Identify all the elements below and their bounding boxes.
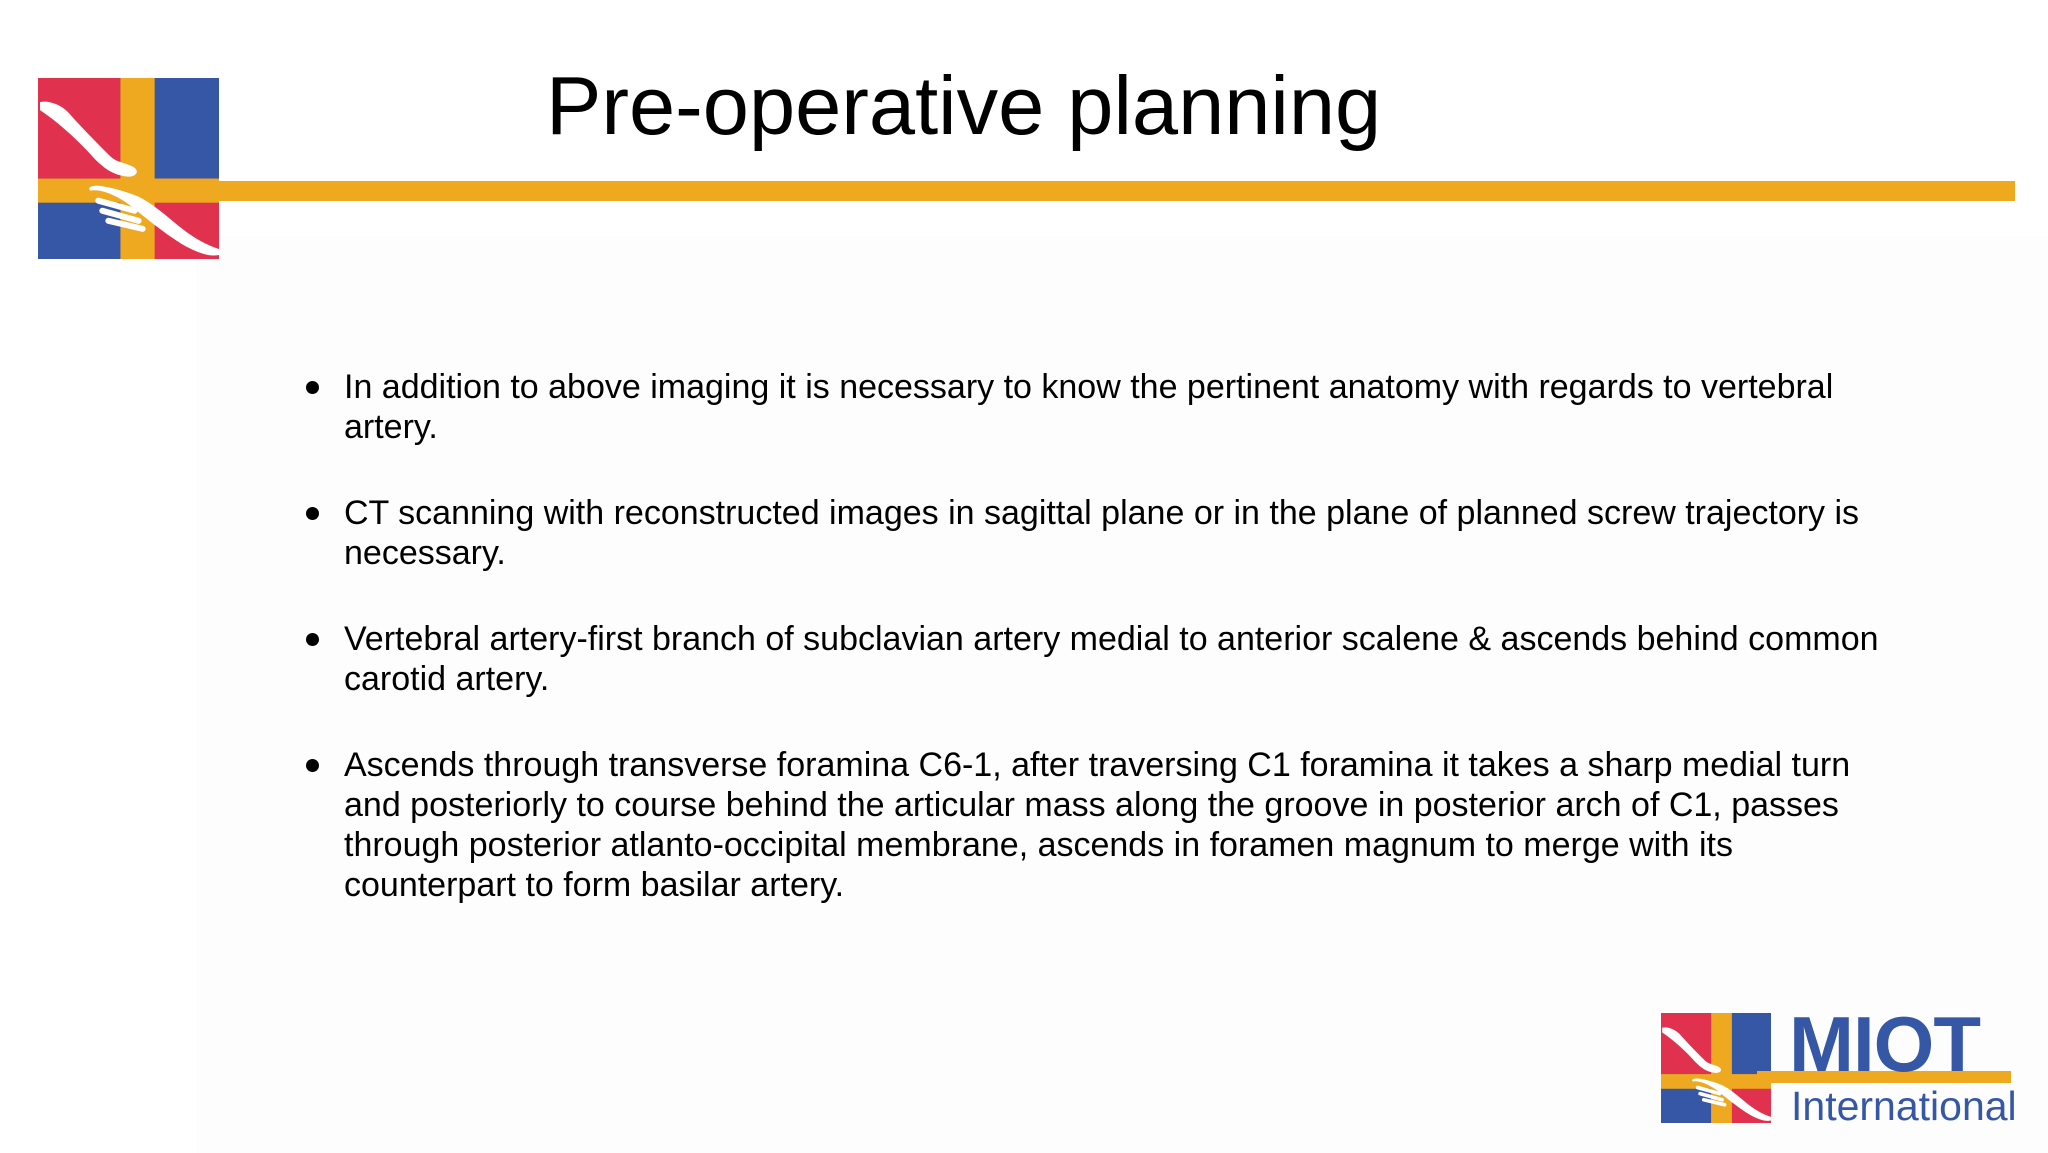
- bullet-list: [302, 367, 1902, 905]
- bullet-text: Vertebral artery-first branch of subclavian artery medial to anterior scalene & ascends behind common carotid artery.: [344, 620, 1879, 698]
- bullet-point-icon: [306, 507, 319, 520]
- bullet-item: [302, 619, 1902, 699]
- bullet-point-icon: [306, 633, 319, 646]
- bullet-text: Ascends through transverse foramina C6-1, after traversing C1 foramina it takes a sharp medial turn and posteriorly to course behind the articular mass along the groove in posterior arch of C1, passes through posterior atlanto-occipital membrane, ascends in foramen magnum to merge with its counterpart to form basilar artery.: [344, 746, 1851, 904]
- bullet-item: [302, 367, 1902, 447]
- bullet-item: [302, 493, 1902, 573]
- brand-subtitle: International: [1791, 1083, 2017, 1129]
- hands-cross-logo-icon: [1661, 1013, 1771, 1123]
- slide-title: Pre-operative planning: [546, 59, 1382, 152]
- bullet-item: [302, 745, 1902, 905]
- bullet-text: CT scanning with reconstructed images in sagittal plane or in the plane of planned screw trajectory is necessary.: [344, 494, 1860, 572]
- hands-cross-logo-icon: [38, 78, 219, 259]
- brand-name: MIOT: [1789, 1000, 1980, 1088]
- bullet-point-icon: [306, 759, 319, 772]
- bullet-text: In addition to above imaging it is necessary to know the pertinent anatomy with regards to vertebral artery.: [344, 368, 1834, 446]
- bullet-point-icon: [306, 381, 319, 394]
- brand-logo: [1661, 1000, 2017, 1129]
- header-accent-bar: [210, 181, 2015, 201]
